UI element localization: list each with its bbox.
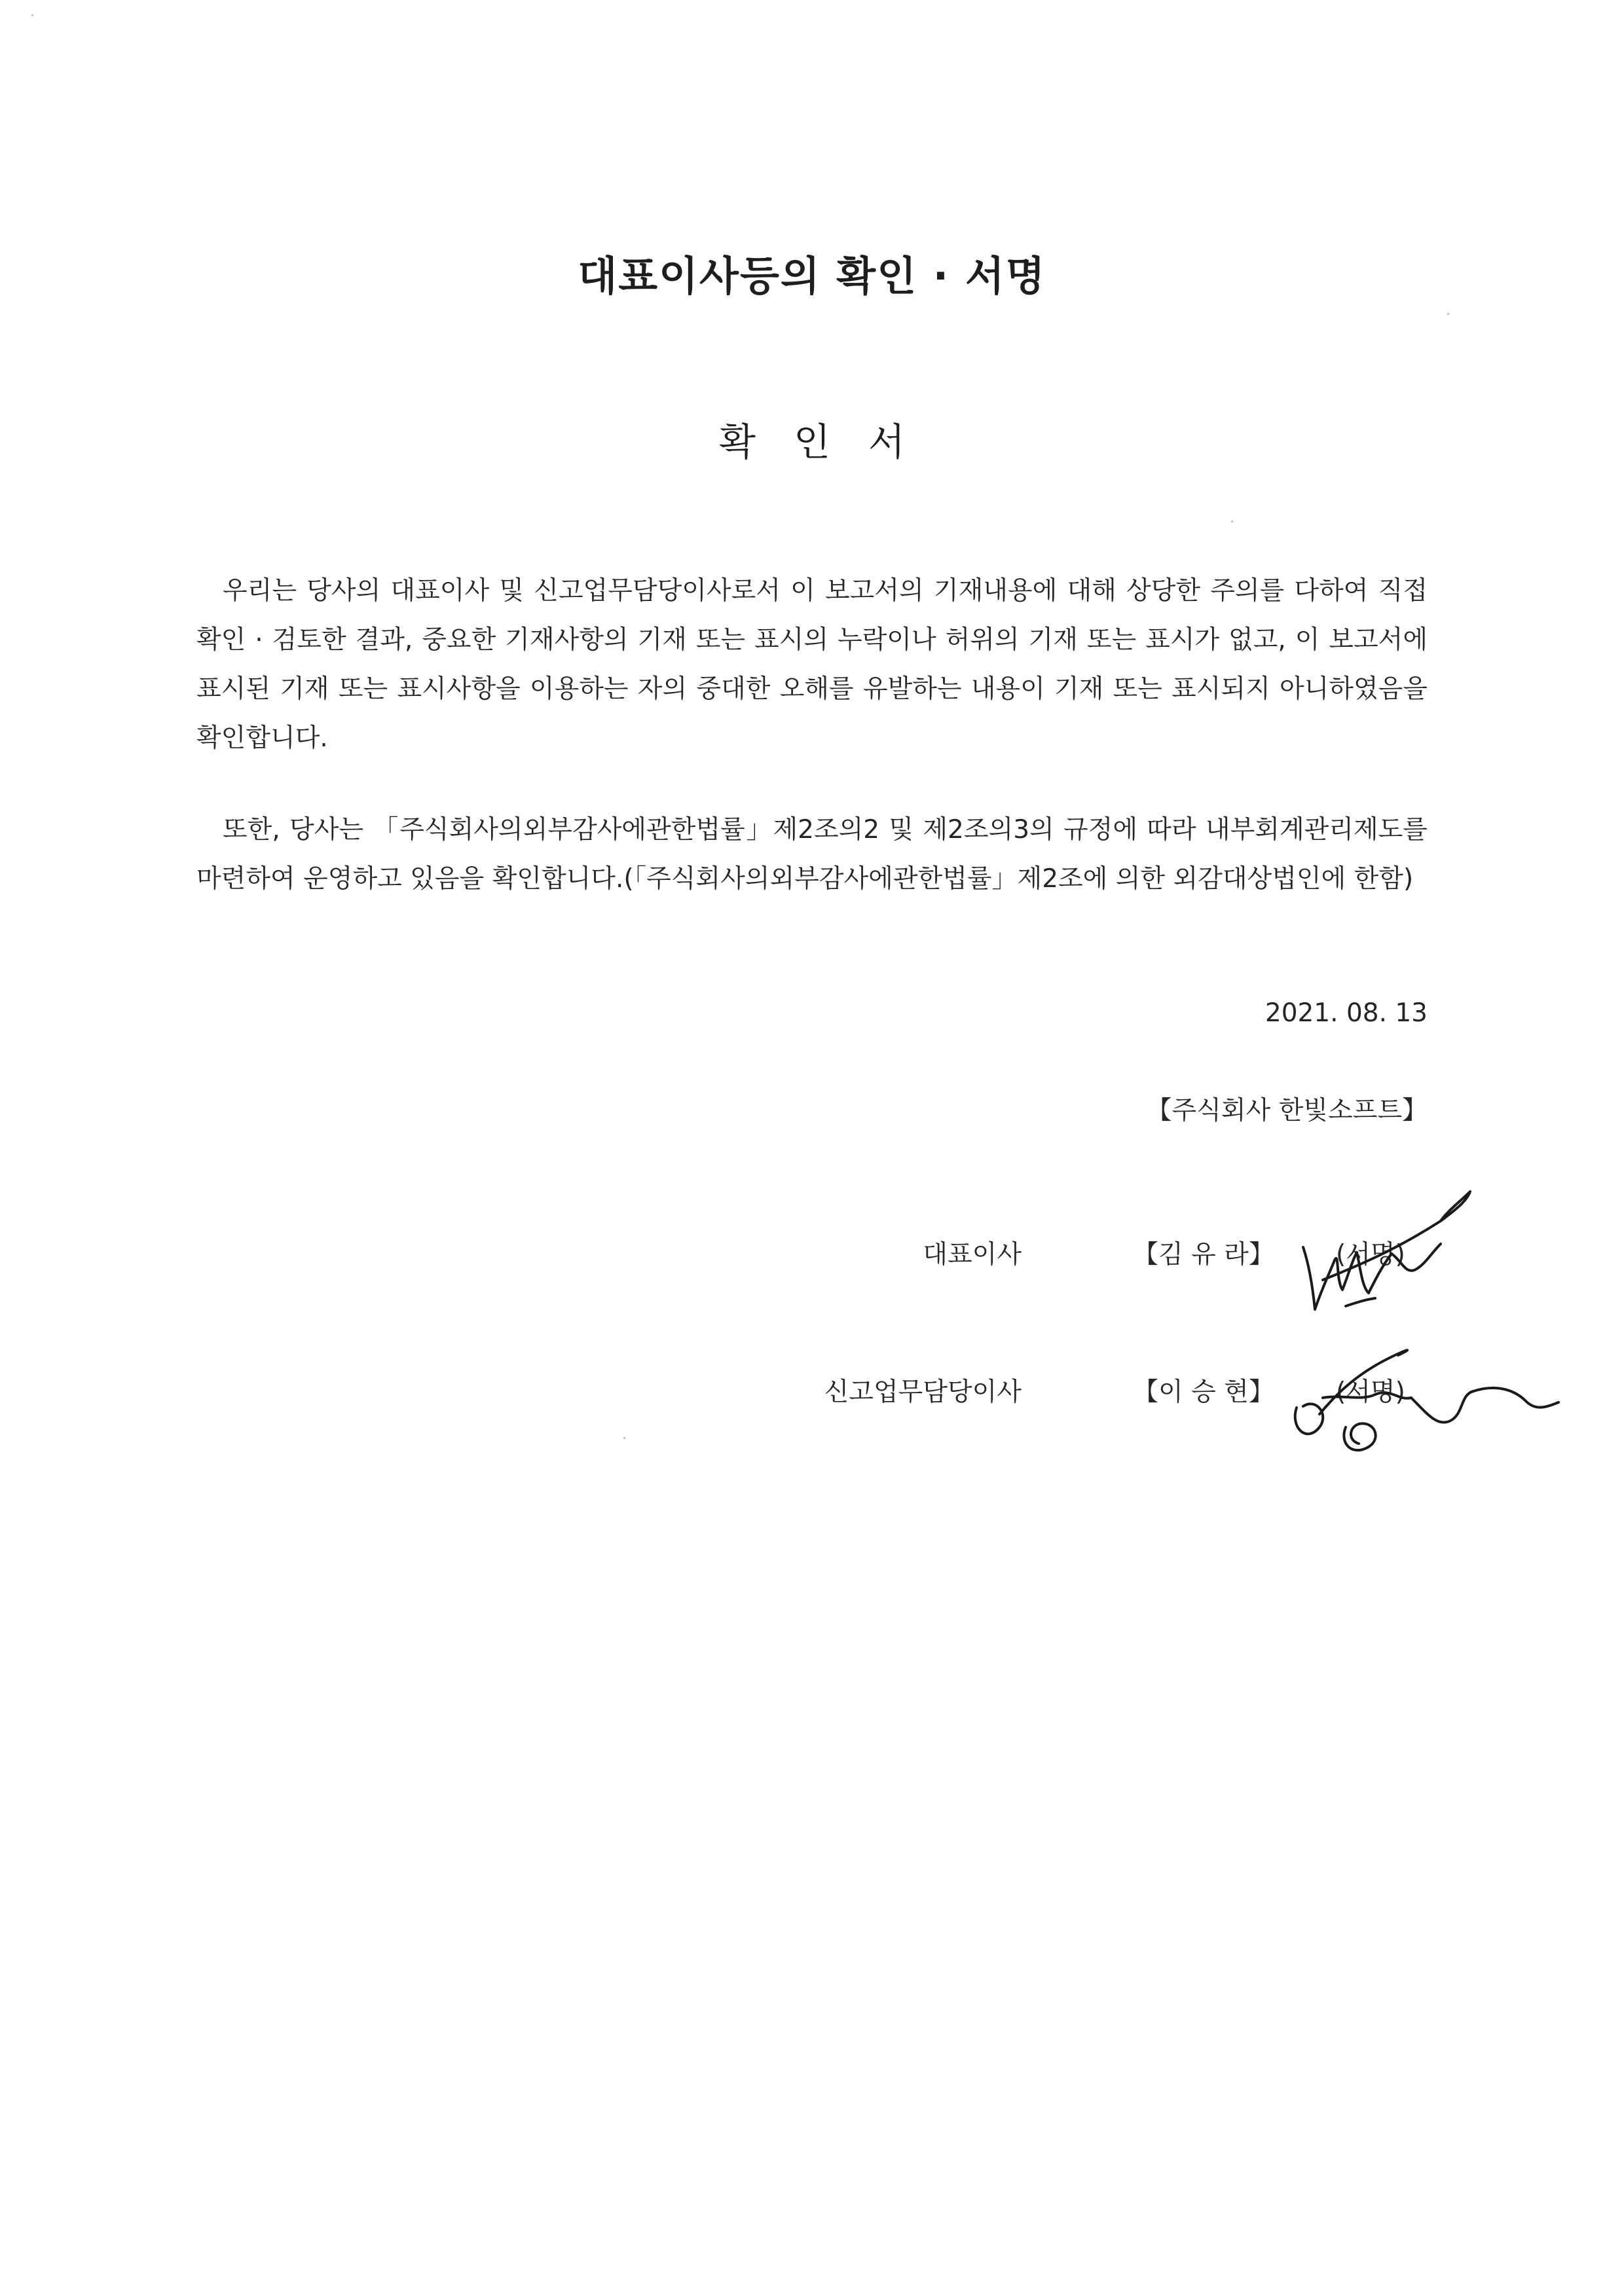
- signatory-role: 대표이사: [923, 1240, 1022, 1269]
- confirmation-paragraph: 우리는 당사의 대표이사 및 신고업무담당이사로서 이 보고서의 기재내용에 대해 상당한 주의를 다하여 직접 확인 · 검토한 결과, 중요한 기재사항의 기재 또는 표시의 누락이나 허위의 기재 또는 표시가 없고, 이 보고서에 표시된 기재 또는 표시사항을 이용하는 자의 중대한 오해를 유발하는 내용이 기재 또는 표시되지 아니하였음을 확인합니다.: [196, 576, 1428, 753]
- signatory-row-ceo: [0, 1214, 1624, 1293]
- signatory-role: 신고업무담당이사: [824, 1377, 1022, 1407]
- company-name: 【주식회사 한빛소프트】: [1146, 1096, 1428, 1125]
- document-title: 대표이사등의 확인 · 서명: [578, 252, 1046, 300]
- signatory-row-director: [0, 1352, 1624, 1430]
- scan-speck: [31, 14, 33, 16]
- document-date: 2021. 08. 13: [1264, 998, 1428, 1028]
- scan-speck: [1447, 313, 1449, 315]
- signature-placeholder: (서명): [1336, 1377, 1405, 1407]
- internal-control-paragraph: 또한, 당사는 「주식회사의외부감사에관한법률」제2조의2 및 제2조의3의 규정에 따라 내부회계관리제도를 마련하여 운영하고 있음을 확인합니다.(「주식회사의외부감사에관한법률」제2조에 의한 외감대상법인에 한함): [196, 815, 1428, 894]
- signatory-name: 【김 유 라】: [1133, 1240, 1274, 1269]
- signature-placeholder: (서명): [1336, 1240, 1405, 1269]
- scan-speck: [623, 1437, 625, 1439]
- signatory-name: 【이 승 현】: [1133, 1377, 1274, 1407]
- document-subtitle: 확인서: [718, 420, 944, 464]
- scan-speck: [1231, 520, 1233, 522]
